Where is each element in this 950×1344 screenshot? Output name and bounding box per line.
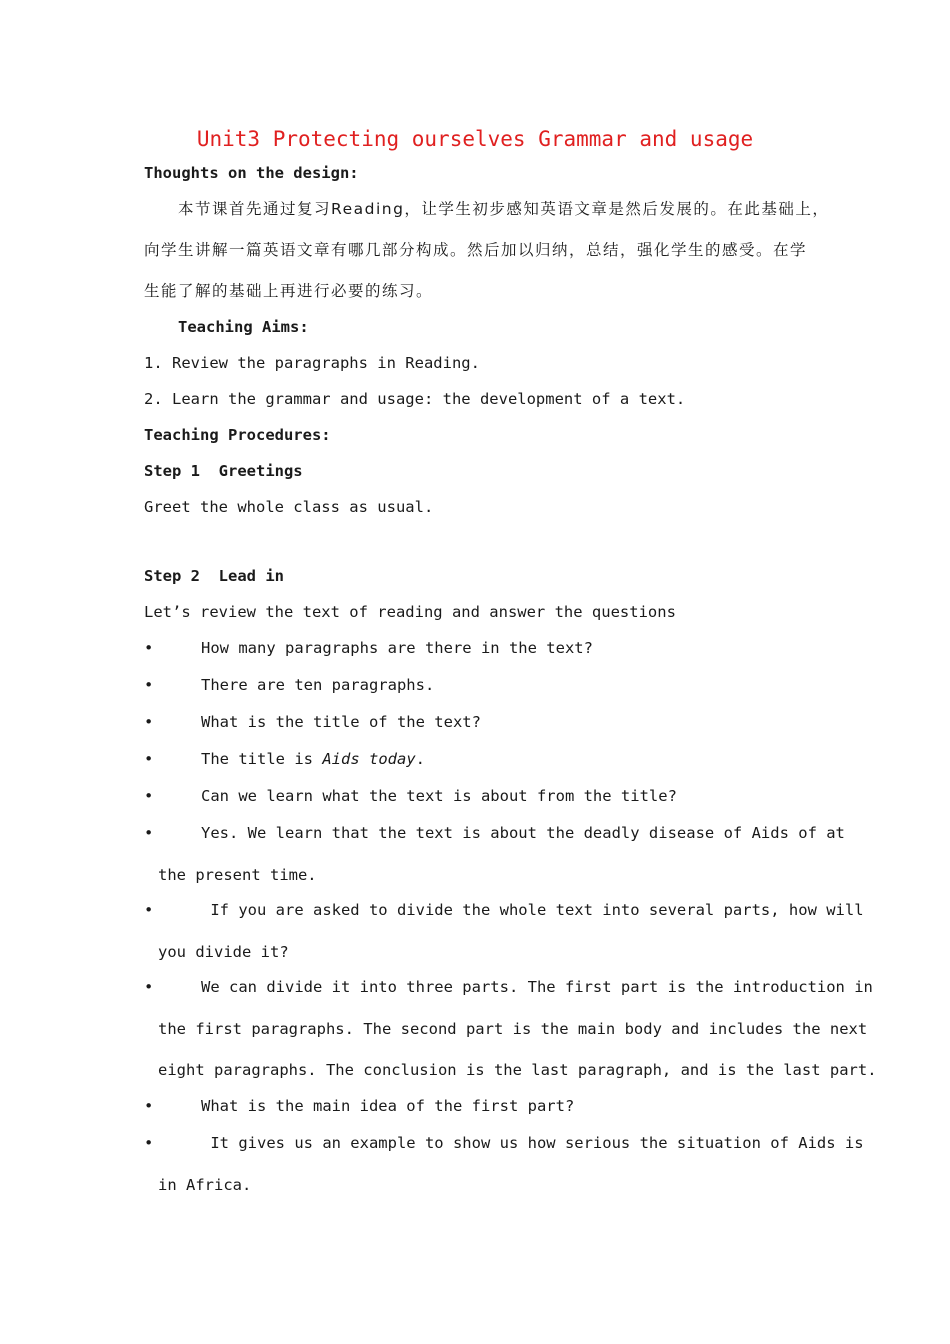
bullet-question-3: Can we learn what the text is about from the title? bbox=[201, 787, 677, 805]
thoughts-line-3: 生能了解的基础上再进行必要的练习。 bbox=[144, 282, 434, 300]
bullet-answer-3-line-2: the present time. bbox=[158, 866, 317, 884]
document-title: Unit3 Protecting ourselves Grammar and usage bbox=[196, 127, 754, 151]
bullet-answer-4-line-2: the first paragraphs. The second part is the main body and includes the next bbox=[158, 1020, 868, 1038]
aims-heading: Teaching Aims: bbox=[178, 318, 309, 336]
bullet-answer-5-line-1: It gives us an example to show us how serious the situation of Aids is bbox=[201, 1134, 864, 1152]
answer-period: . bbox=[415, 750, 425, 768]
step2-heading: Step 2 Lead in bbox=[144, 567, 284, 585]
bullet-answer-3-line-1: Yes. We learn that the text is about the deadly disease of Aids of at bbox=[201, 824, 845, 842]
bullet-question-4-line-1: If you are asked to divide the whole text into several parts, how will bbox=[201, 901, 864, 919]
bullet-answer-1: There are ten paragraphs. bbox=[201, 676, 435, 694]
bullet-marker: • bbox=[144, 713, 154, 731]
bullet-marker: • bbox=[144, 901, 154, 919]
step2-intro: Let’s review the text of reading and answer the questions bbox=[144, 603, 676, 621]
bullet-answer-4-line-3: eight paragraphs. The conclusion is the last paragraph, and is the last part. bbox=[158, 1061, 877, 1079]
aim-item-1: 1. Review the paragraphs in Reading. bbox=[144, 354, 480, 372]
bullet-marker: • bbox=[144, 787, 154, 805]
bullet-question-1: How many paragraphs are there in the text? bbox=[201, 639, 593, 657]
bullet-question-4-line-2: you divide it? bbox=[158, 943, 289, 961]
bullet-question-2: What is the title of the text? bbox=[201, 713, 481, 731]
thoughts-line-1: 本节课首先通过复习Reading，让学生初步感知英语文章是然后发展的。在此基础上， bbox=[178, 200, 830, 218]
bullet-question-5: What is the main idea of the first part? bbox=[201, 1097, 575, 1115]
bullet-answer-2 bbox=[201, 749, 425, 769]
bullet-answer-4-line-1: We can divide it into three parts. The first part is the introduction in bbox=[201, 978, 873, 996]
bullet-marker: • bbox=[144, 639, 154, 657]
bullet-marker: • bbox=[144, 824, 154, 842]
thoughts-line-2: 向学生讲解一篇英语文章有哪几部分构成。然后加以归纳，总结，强化学生的感受。在学 bbox=[144, 241, 808, 259]
thoughts-heading: Thoughts on the design: bbox=[144, 164, 359, 182]
aim-item-2: 2. Learn the grammar and usage: the development of a text. bbox=[144, 390, 686, 408]
step1-heading: Step 1 Greetings bbox=[144, 462, 303, 480]
bullet-marker: • bbox=[144, 676, 154, 694]
bullet-marker: • bbox=[144, 1134, 154, 1152]
bullet-marker: • bbox=[144, 750, 154, 768]
bullet-marker: • bbox=[144, 1097, 154, 1115]
procedures-heading: Teaching Procedures: bbox=[144, 426, 331, 444]
step1-text: Greet the whole class as usual. bbox=[144, 498, 434, 516]
bullet-marker: • bbox=[144, 978, 154, 996]
bullet-answer-5-line-2: in Africa. bbox=[158, 1176, 252, 1194]
italic-title: Aids today bbox=[322, 750, 416, 768]
answer-text: The title is bbox=[201, 750, 323, 768]
